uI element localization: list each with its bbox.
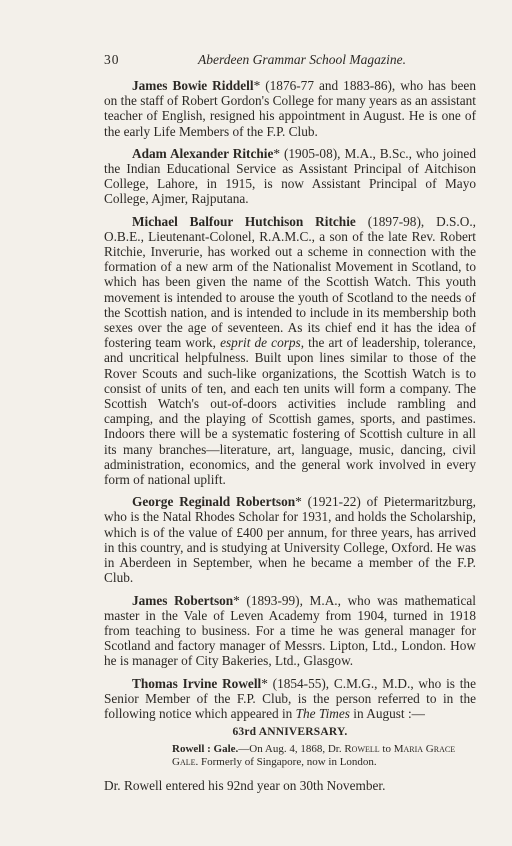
entry-text: * (1905-08), M.A., B.Sc., who joined the Indian Educational Service as Assistant Principal of Aitchison College, Lahore, in 1915, is now Assistant Principal of Mayo College, Ajmer, Rajputana. [104,145,476,207]
page-header [104,50,476,70]
article-body [104,78,476,794]
entry-text: * (1921-22) of Pietermaritzburg, who is the Natal Rhodes Scholar for 1931, and holds the Scholarship, which is of the value of £400 per annum, for three years, has arrived in this country, and is studying at University College, Oxford. He was in Aberdeen in September, when he became a member of the F.P. Club. [104,494,476,586]
entry-text: (1897-98), D.S.O., O.B.E., Lieutenant-Colonel, R.A.M.C., a son of the late Rev. Robert Ritchie, Inverurie, has worked out a scheme in connection with the formation of a new arm of the Nationalist Movement in Scotland, to which has been given the name of the Scottish Watch. This youth movement is intended to arouse the youth of Scotland to the needs of the Scottish nation, and is intended to include in its membership both sexes over the age of seventeen. As its chief end it has the idea of fostering team work, [104,213,476,351]
notice-heading: 63rd ANNIVERSARY. [232,726,348,739]
entry-paragraph [104,593,476,669]
notice-fragment: . Formerly of Singapore, now in London. [195,756,377,769]
notice-lead: Rowell : Gale. [172,743,239,756]
entry-paragraph [104,494,476,585]
closing-line: Dr. Rowell entered his 92nd year on 30th November. [104,778,386,794]
notice-name: Maria Grace Gale [172,743,456,769]
notice-fragment: —On Aug. 4, 1868, Dr. [238,743,345,756]
entry-text: , the art of leadership, tolerance, and uncritical helpfulness. Built upon lines similar to those of the Rover Scouts and such-like organizations, the Scottish Watch is to consist of units of ten, and each ten units will form a company. The Scottish Watch's out-of-doors activities include rambling and camping, and the playing of Scottish games, sports, and pastimes. Indoors there will be a systematic fostering of Scottish culture in all its many branches—literature, art, language, music, dancing, civil administration, economics, and the general work involved in every form of national uplift. [104,335,476,488]
entry-text: in August :— [349,705,425,721]
entry-name: James Robertson [132,592,234,608]
notice-text [104,743,476,769]
anniversary-notice [104,725,476,769]
page-number: 30 [104,52,120,67]
entry-text: * (1876-77 and 1883-86), who has been on the staff of Robert Gordon's College for many years as an assistant teacher of English, resigned his appointment in August. He is one of the early Life Members of the F.P. Club. [104,78,476,139]
notice-fragment: to [379,743,394,756]
entry-text: * (1854-55), C.M.G., M.D., who is the Senior Member of the F.P. Club, is the person referred to in the following notice which appeared in [104,675,476,721]
entry-paragraph [104,78,476,139]
entry-paragraph [104,214,476,488]
entry-paragraph [104,676,476,722]
entry-name: James Bowie Riddell [132,78,254,93]
entry-italic-phrase: esprit de corps [220,335,301,351]
entry-name: Michael Balfour Hutchison Ritchie [132,213,356,229]
entry-name: George Reginald Robertson [132,494,296,510]
newspaper-title: The Times [295,705,350,721]
entry-text: * (1893-99), M.A., who was mathematical master in the Vale of Leven Academy from 1904, turned in 1918 from teaching to business. For a time he was general manager for Scotland and factory manager of Messrs. Lipton, Ltd., London. How he is manager of City Bakeries, Ltd., Glasgow. [104,592,476,669]
entry-name: Thomas Irvine Rowell [132,675,262,691]
entry-paragraph [104,146,476,207]
entry-name: Adam Alexander Ritchie [132,145,274,161]
notice-name: Rowell [344,743,380,756]
running-title: Aberdeen Grammar School Magazine. [198,52,406,67]
